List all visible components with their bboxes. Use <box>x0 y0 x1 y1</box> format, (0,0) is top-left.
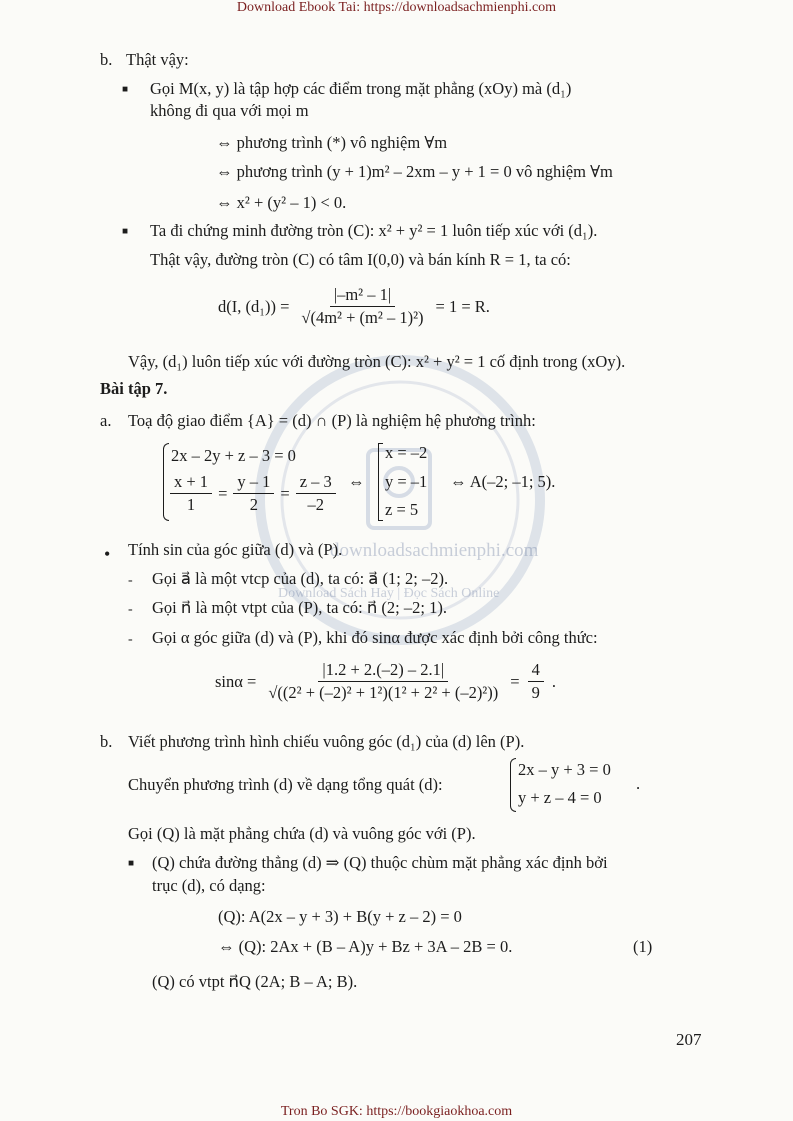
system-equation: 2x – 2y + z – 3 = 0 <box>171 446 296 465</box>
page-footer: Tron Bo SGK: https://bookgiaokhoa.com <box>280 1104 513 1119</box>
dash-bullet-icon: - <box>128 602 133 617</box>
formula-equals: = <box>510 671 520 691</box>
part-label: b. <box>100 732 113 751</box>
fraction-numerator: y – 1 <box>233 472 274 494</box>
fraction-denominator: 9 <box>531 683 540 702</box>
fraction-numerator: x + 1 <box>170 472 212 494</box>
equation-line: (Q): A(2x – y + 3) + B(y + z – 2) = 0 <box>218 907 462 926</box>
page-header: Download Ebook Tai: https://downloadsachmienphi.com <box>236 0 557 15</box>
fraction <box>296 472 336 515</box>
fraction-denominator: √(4m² + (m² – 1)²) <box>301 308 424 327</box>
fraction-denominator: 1 <box>186 495 196 514</box>
fraction-numerator: 4 <box>528 660 544 682</box>
system-equation: $\frac{x + 1}{1}$ = $\frac{y - 1}{2}$ = $\frac{z - 3}{-2}$ <box>168 472 338 515</box>
formula-end: . <box>551 671 556 691</box>
part-label: b. <box>100 50 113 69</box>
fraction-numerator: |1.2 + 2.(–2) – 2.1| <box>318 660 448 682</box>
fraction-denominator: 2 <box>249 495 258 514</box>
square-bullet-icon: ■ <box>128 858 135 869</box>
paragraph-line: Gọi n⃗ là một vtpt của (P), ta có: n⃗ (2; –2; 1). <box>152 598 447 617</box>
paragraph-line: (Q) có vtpt n⃗Q (2A; B – A; B). <box>152 972 358 991</box>
equation-number: (1) <box>633 937 653 956</box>
distance-formula <box>218 285 490 328</box>
paragraph-line: Gọi (Q) là mặt phẳng chứa (d) và vuông góc với (P). <box>128 824 476 843</box>
paragraph-line: Viết phương trình hình chiếu vuông góc (d₁) của (d) lên (P). <box>128 732 525 751</box>
solution-line: y = –1 <box>385 472 428 491</box>
paragraph-line: Gọi α góc giữa (d) và (P), khi đó sinα được xác định bởi công thức: <box>152 628 598 647</box>
round-bullet-icon: • <box>104 544 111 564</box>
solution-line: x = –2 <box>385 443 428 462</box>
solution-line: z = 5 <box>385 500 419 519</box>
dash-bullet-icon: - <box>128 573 133 588</box>
formula-rhs: = 1 = R. <box>435 296 490 316</box>
fraction-numerator: z – 3 <box>296 472 336 494</box>
square-bullet-icon: ■ <box>122 226 129 237</box>
dash-bullet-icon: - <box>128 632 133 647</box>
equivalence-sign: ⇔ <box>348 472 365 491</box>
formula-end: . <box>636 774 641 793</box>
page-number: 207 <box>676 1030 702 1049</box>
paragraph-line: Gọi a⃗ là một vtcp của (d), ta có: a⃗ (1; 2; –2). <box>152 569 449 588</box>
result-line: ⇔ A(–2; –1; 5). <box>450 472 556 491</box>
system-brace <box>510 758 516 812</box>
equation-line: ⇔ phương trình (y + 1)m² – 2xm – y + 1 = 0 vô nghiệm ∀m <box>216 162 613 181</box>
watermark-line1: downloadsachmienphi.com <box>330 540 539 561</box>
part-label: a. <box>100 411 112 430</box>
paragraph-line: Ta đi chứng minh đường tròn (C): x² + y² = 1 luôn tiếp xúc với (d₁). <box>150 221 598 240</box>
paragraph-line: Thật vậy, đường tròn (C) có tâm I(0,0) và bán kính R = 1, ta có: <box>150 250 571 269</box>
section-line: Tính sin của góc giữa (d) và (P). <box>128 540 343 559</box>
fraction-denominator: √((2² + (–2)² + 1²)(1² + 2² + (–2)²)) <box>268 683 499 702</box>
paragraph-line: trục (d), có dạng: <box>152 876 266 895</box>
paragraph-line: Chuyển phương trình (d) về dạng tổng quát (d): <box>128 775 443 794</box>
paragraph-line: Toạ độ giao điểm {A} = (d) ∩ (P) là nghiệm hệ phương trình: <box>128 411 536 430</box>
fraction <box>528 660 544 703</box>
formula-lhs: sinα = <box>215 671 257 691</box>
fraction <box>297 285 427 328</box>
watermark-line2: Download Sách Hay | Đọc Sách Online <box>278 586 500 601</box>
system-equation: 2x – y + 3 = 0 <box>518 760 611 779</box>
fraction <box>170 472 212 515</box>
equation-line: ⇔ (Q): 2Ax + (B – A)y + Bz + 3A – 2B = 0. <box>218 937 513 956</box>
part-title: Thật vậy: <box>126 50 189 69</box>
system-bracket <box>378 443 383 521</box>
equation-line: ⇔ phương trình (*) vô nghiệm ∀m <box>216 133 448 152</box>
fraction-denominator: –2 <box>307 495 324 514</box>
square-bullet-icon: ■ <box>122 84 129 95</box>
fraction-numerator: |–m² – 1| <box>330 285 395 307</box>
paragraph-line: Gọi M(x, y) là tập hợp các điểm trong mặt phẳng (xOy) mà (d₁) <box>150 79 572 98</box>
system-equation: y + z – 4 = 0 <box>518 788 602 807</box>
paragraph-line: không đi qua với mọi m <box>150 101 309 120</box>
formula-lhs: d(I, (d₁)) = <box>218 296 290 316</box>
sin-formula <box>215 660 556 703</box>
paragraph-line: (Q) chứa đường thẳng (d) ⇒ (Q) thuộc chùm mặt phẳng xác định bởi <box>152 853 608 872</box>
exercise-title: Bài tập 7. <box>100 379 168 398</box>
equation-line: ⇔ x² + (y² – 1) < 0. <box>216 193 347 212</box>
conclusion-line: Vậy, (d₁) luôn tiếp xúc với đường tròn (C): x² + y² = 1 cố định trong (xOy). <box>128 352 626 371</box>
fraction <box>233 472 274 515</box>
fraction <box>264 660 502 703</box>
